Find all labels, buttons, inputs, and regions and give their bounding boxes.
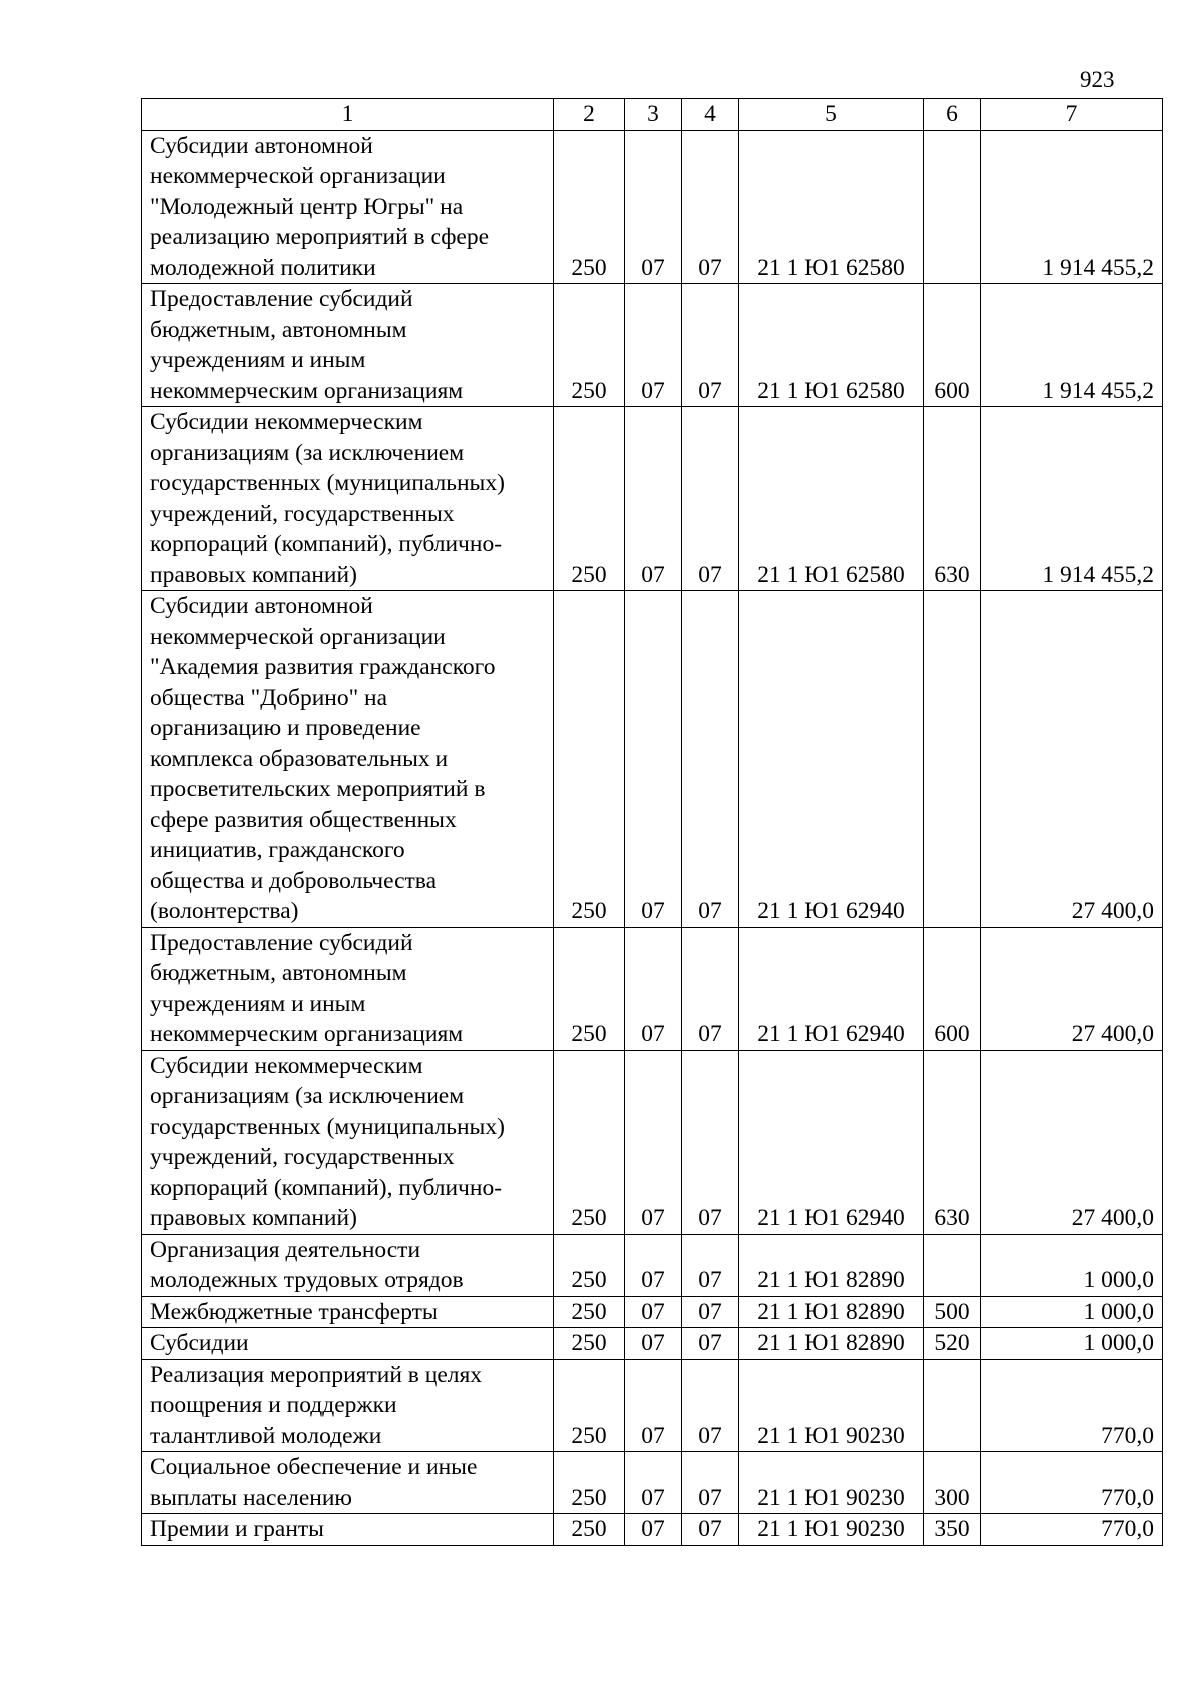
row-name-cell bbox=[142, 927, 554, 1050]
row-target-article-cell: 21 1 Ю1 90230 bbox=[739, 1359, 924, 1452]
header-cell-4: 4 bbox=[682, 99, 739, 131]
row-name-line: бюджетным, автономным bbox=[150, 960, 407, 986]
row-name-line: Организация деятельности bbox=[150, 1236, 421, 1263]
row-expense-type-cell: 500 bbox=[924, 1296, 981, 1328]
row-name-line: учреждениям и иным bbox=[150, 347, 366, 373]
table-row bbox=[142, 1296, 1163, 1328]
header-cell-7: 7 bbox=[981, 99, 1163, 131]
row-expense-type-cell bbox=[924, 1359, 981, 1452]
row-name-cell bbox=[142, 591, 554, 928]
table-header-row bbox=[142, 99, 1163, 131]
row-name-line: корпораций (компаний), публично- bbox=[150, 531, 503, 557]
row-name-line: молодежной политики bbox=[150, 254, 376, 281]
row-name-line: просветительских мероприятий в bbox=[150, 776, 486, 802]
row-name-line: Субсидии автономной bbox=[150, 593, 373, 619]
table-row bbox=[142, 407, 1163, 591]
table-row bbox=[142, 1452, 1163, 1514]
row-section-cell: 07 bbox=[625, 1328, 682, 1360]
row-name-line: комплекса образовательных и bbox=[150, 745, 449, 772]
row-admin-code-cell: 250 bbox=[554, 1359, 625, 1452]
row-subsection-cell: 07 bbox=[682, 1050, 739, 1234]
row-name-line: Социальное обеспечение и иные bbox=[150, 1454, 478, 1480]
table-row bbox=[142, 591, 1163, 928]
row-admin-code-cell: 250 bbox=[554, 1050, 625, 1234]
row-admin-code-cell: 250 bbox=[554, 1234, 625, 1296]
row-name-cell bbox=[142, 1452, 554, 1514]
row-admin-code-cell: 250 bbox=[554, 1328, 625, 1360]
row-section-cell: 07 bbox=[625, 407, 682, 591]
row-admin-code-cell: 250 bbox=[554, 1296, 625, 1328]
row-name-line: поощрения и поддержки bbox=[150, 1392, 397, 1418]
row-amount-cell: 1 914 455,2 bbox=[981, 130, 1163, 284]
row-name-line: Субсидии некоммерческим bbox=[150, 409, 423, 435]
row-name-line: Реализация мероприятий в целях bbox=[150, 1361, 483, 1388]
row-admin-code-cell: 250 bbox=[554, 591, 625, 928]
header-cell-1: 1 bbox=[142, 99, 554, 131]
row-amount-cell: 1 914 455,2 bbox=[981, 407, 1163, 591]
row-target-article-cell: 21 1 Ю1 62580 bbox=[739, 284, 924, 407]
row-section-cell: 07 bbox=[625, 1234, 682, 1296]
table-row bbox=[142, 1359, 1163, 1452]
row-target-article-cell: 21 1 Ю1 82890 bbox=[739, 1234, 924, 1296]
row-name-line: инициатив, гражданского bbox=[150, 837, 405, 863]
row-name-line: учреждений, государственных bbox=[150, 1144, 455, 1170]
row-amount-cell: 27 400,0 bbox=[981, 927, 1163, 1050]
row-expense-type-cell bbox=[924, 1234, 981, 1296]
row-amount-cell: 27 400,0 bbox=[981, 1050, 1163, 1234]
row-subsection-cell: 07 bbox=[682, 1296, 739, 1328]
row-target-article-cell: 21 1 Ю1 82890 bbox=[739, 1296, 924, 1328]
row-amount-cell: 1 914 455,2 bbox=[981, 284, 1163, 407]
row-name-line: "Молодежный центр Югры" на bbox=[150, 193, 464, 220]
row-target-article-cell: 21 1 Ю1 62580 bbox=[739, 407, 924, 591]
row-target-article-cell: 21 1 Ю1 90230 bbox=[739, 1514, 924, 1546]
row-name-line: государственных (муниципальных) bbox=[150, 1113, 505, 1140]
row-name-line: общества "Добрино" на bbox=[150, 684, 388, 711]
row-subsection-cell: 07 bbox=[682, 1514, 739, 1546]
table-row bbox=[142, 1050, 1163, 1234]
row-name-line: Предоставление субсидий bbox=[150, 929, 413, 956]
row-name-line: некоммерческим организациям bbox=[150, 1021, 464, 1047]
header-cell-5: 5 bbox=[739, 99, 924, 131]
row-name-line: (волонтерства) bbox=[150, 898, 299, 924]
row-expense-type-cell: 350 bbox=[924, 1514, 981, 1546]
header-cell-3: 3 bbox=[625, 99, 682, 131]
row-target-article-cell: 21 1 Ю1 62580 bbox=[739, 130, 924, 284]
row-section-cell: 07 bbox=[625, 130, 682, 284]
row-subsection-cell: 07 bbox=[682, 1452, 739, 1514]
row-name-line: организациям (за исключением bbox=[150, 439, 465, 466]
row-name-line: учреждений, государственных bbox=[150, 500, 455, 527]
row-amount-cell: 770,0 bbox=[981, 1452, 1163, 1514]
row-target-article-cell: 21 1 Ю1 90230 bbox=[739, 1452, 924, 1514]
row-subsection-cell: 07 bbox=[682, 1328, 739, 1360]
row-amount-cell: 1 000,0 bbox=[981, 1234, 1163, 1296]
row-name-line: талантливой молодежи bbox=[150, 1422, 382, 1449]
row-name-cell bbox=[142, 130, 554, 284]
row-admin-code-cell: 250 bbox=[554, 1514, 625, 1546]
row-expense-type-cell: 600 bbox=[924, 284, 981, 407]
row-section-cell: 07 bbox=[625, 591, 682, 928]
row-section-cell: 07 bbox=[625, 284, 682, 407]
row-subsection-cell: 07 bbox=[682, 1359, 739, 1452]
budget-table bbox=[141, 98, 1163, 1546]
row-amount-cell: 770,0 bbox=[981, 1359, 1163, 1452]
row-admin-code-cell: 250 bbox=[554, 1452, 625, 1514]
table-row bbox=[142, 1514, 1163, 1546]
row-name-line: общества и добровольчества bbox=[150, 867, 437, 894]
row-name-line: некоммерческой организации bbox=[150, 623, 446, 650]
row-name-cell bbox=[142, 1328, 554, 1360]
row-expense-type-cell: 300 bbox=[924, 1452, 981, 1514]
row-name-line: Предоставление субсидий bbox=[150, 286, 413, 312]
table-row bbox=[142, 1328, 1163, 1360]
row-amount-cell: 27 400,0 bbox=[981, 591, 1163, 928]
row-subsection-cell: 07 bbox=[682, 284, 739, 407]
row-name-line: "Академия развития гражданского bbox=[150, 654, 496, 680]
row-name-line: некоммерческой организации bbox=[150, 163, 446, 189]
row-section-cell: 07 bbox=[625, 1514, 682, 1546]
row-name-line: Межбюджетные трансферты bbox=[150, 1298, 438, 1325]
row-expense-type-cell: 630 bbox=[924, 1050, 981, 1234]
row-name-line: некоммерческим организациям bbox=[150, 377, 464, 404]
row-name-cell bbox=[142, 1359, 554, 1452]
row-name-cell bbox=[142, 1234, 554, 1296]
row-admin-code-cell: 250 bbox=[554, 927, 625, 1050]
row-expense-type-cell bbox=[924, 591, 981, 928]
row-admin-code-cell: 250 bbox=[554, 407, 625, 591]
row-subsection-cell: 07 bbox=[682, 130, 739, 284]
table-row bbox=[142, 130, 1163, 284]
row-name-line: Субсидии некоммерческим bbox=[150, 1052, 423, 1079]
row-expense-type-cell: 520 bbox=[924, 1328, 981, 1360]
row-name-line: молодежных трудовых отрядов bbox=[150, 1267, 464, 1293]
row-section-cell: 07 bbox=[625, 1452, 682, 1514]
row-name-line: организациям (за исключением bbox=[150, 1083, 465, 1109]
row-name-line: сфере развития общественных bbox=[150, 806, 457, 833]
row-expense-type-cell: 630 bbox=[924, 407, 981, 591]
row-name-line: организацию и проведение bbox=[150, 715, 421, 741]
row-admin-code-cell: 250 bbox=[554, 130, 625, 284]
row-name-line: корпораций (компаний), публично- bbox=[150, 1174, 503, 1201]
row-expense-type-cell bbox=[924, 130, 981, 284]
row-name-line: бюджетным, автономным bbox=[150, 316, 407, 343]
row-section-cell: 07 bbox=[625, 1296, 682, 1328]
row-subsection-cell: 07 bbox=[682, 591, 739, 928]
table-row bbox=[142, 1234, 1163, 1296]
row-amount-cell: 1 000,0 bbox=[981, 1328, 1163, 1360]
row-name-cell bbox=[142, 407, 554, 591]
row-name-line: правовых компаний) bbox=[150, 561, 357, 588]
row-name-line: Субсидии bbox=[150, 1330, 249, 1356]
row-target-article-cell: 21 1 Ю1 82890 bbox=[739, 1328, 924, 1360]
page-number: 923 bbox=[1080, 67, 1115, 92]
header-cell-2: 2 bbox=[554, 99, 625, 131]
row-name-line: Премии и гранты bbox=[150, 1516, 324, 1542]
row-target-article-cell: 21 1 Ю1 62940 bbox=[739, 1050, 924, 1234]
row-section-cell: 07 bbox=[625, 1050, 682, 1234]
row-name-line: Субсидии автономной bbox=[150, 132, 373, 159]
row-amount-cell: 1 000,0 bbox=[981, 1296, 1163, 1328]
row-subsection-cell: 07 bbox=[682, 927, 739, 1050]
header-cell-6: 6 bbox=[924, 99, 981, 131]
row-target-article-cell: 21 1 Ю1 62940 bbox=[739, 927, 924, 1050]
row-name-line: реализацию мероприятий в сфере bbox=[150, 224, 490, 250]
row-name-line: правовых компаний) bbox=[150, 1205, 357, 1231]
row-admin-code-cell: 250 bbox=[554, 284, 625, 407]
row-subsection-cell: 07 bbox=[682, 407, 739, 591]
row-name-line: государственных (муниципальных) bbox=[150, 470, 505, 496]
row-name-cell bbox=[142, 284, 554, 407]
row-amount-cell: 770,0 bbox=[981, 1514, 1163, 1546]
table-row bbox=[142, 927, 1163, 1050]
row-name-cell bbox=[142, 1050, 554, 1234]
table-row bbox=[142, 284, 1163, 407]
row-section-cell: 07 bbox=[625, 927, 682, 1050]
row-target-article-cell: 21 1 Ю1 62940 bbox=[739, 591, 924, 928]
row-subsection-cell: 07 bbox=[682, 1234, 739, 1296]
row-expense-type-cell: 600 bbox=[924, 927, 981, 1050]
row-name-line: учреждениям и иным bbox=[150, 990, 366, 1017]
row-name-cell bbox=[142, 1514, 554, 1546]
row-name-cell bbox=[142, 1296, 554, 1328]
row-section-cell: 07 bbox=[625, 1359, 682, 1452]
row-name-line: выплаты населению bbox=[150, 1484, 352, 1511]
